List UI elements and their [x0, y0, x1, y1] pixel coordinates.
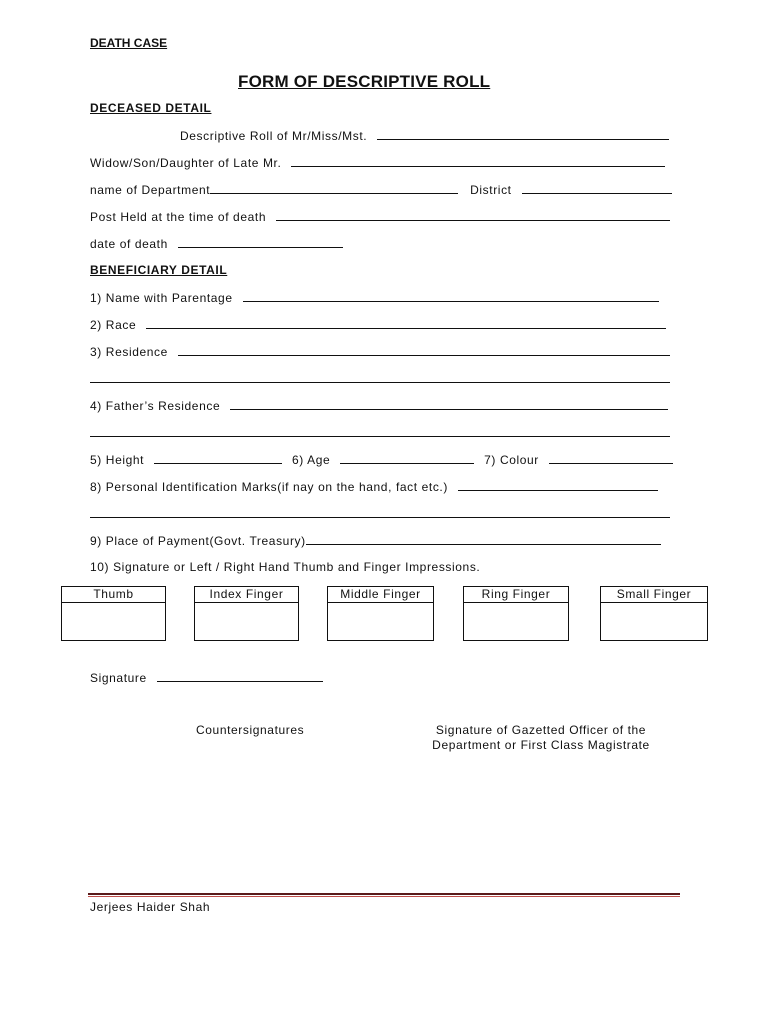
relation-blank[interactable]: [291, 155, 665, 167]
age-label: 6) Age: [291, 453, 331, 467]
form-title: FORM OF DESCRIPTIVE ROLL: [238, 72, 491, 91]
district-label: District: [470, 183, 512, 197]
father-residence-blank[interactable]: [230, 398, 668, 410]
small-finger-impression-box[interactable]: [600, 586, 708, 641]
parentage-label: 1) Name with Parentage: [90, 291, 233, 305]
signature-label: Signature: [90, 671, 147, 685]
post-blank[interactable]: [276, 209, 670, 221]
signature-blank[interactable]: [157, 670, 323, 682]
department-row: [90, 182, 672, 197]
beneficiary-heading: BENEFICIARY DETAIL: [90, 263, 228, 277]
department-label: name of Department: [90, 183, 211, 197]
ring-finger-impression-box[interactable]: [463, 586, 569, 641]
district-blank[interactable]: [522, 182, 672, 194]
officer-line-1: Signature of Gazetted Officer of the: [435, 723, 647, 737]
colour-blank[interactable]: [549, 452, 673, 464]
residence-continuation: [90, 371, 670, 386]
signature-prompt: 10) Signature or Left / Right Hand Thumb and Finger Impressions.: [90, 560, 481, 574]
deceased-heading: DECEASED DETAIL: [90, 101, 212, 115]
colour-label: 7) Colour: [484, 453, 539, 467]
relation-label: Widow/Son/Daughter of Late Mr.: [90, 156, 282, 170]
countersignatures-label: Countersignatures: [196, 723, 305, 737]
death-date-label: date of death: [90, 237, 168, 251]
parentage-row: [90, 290, 659, 305]
death-date-blank[interactable]: [178, 236, 343, 248]
father-residence-row: [90, 398, 668, 413]
marks-label: 8) Personal Identification Marks(if nay on the hand, fact etc.): [90, 480, 448, 494]
race-row: [90, 317, 666, 332]
residence-label: 3) Residence: [90, 345, 168, 359]
parentage-blank[interactable]: [243, 290, 659, 302]
post-row: [90, 209, 670, 224]
signature-row: [90, 670, 323, 685]
father-residence-blank-2[interactable]: [90, 425, 670, 437]
payment-blank[interactable]: [306, 533, 661, 545]
residence-blank[interactable]: [178, 344, 670, 356]
officer-signature-block: [428, 723, 654, 752]
height-label: 5) Height: [90, 453, 145, 467]
race-label: 2) Race: [90, 318, 137, 332]
footer-rule: [88, 893, 680, 895]
middle-finger-impression-box[interactable]: [327, 586, 434, 641]
index-finger-impression-box[interactable]: [194, 586, 299, 641]
footer-rule-accent: [88, 896, 680, 897]
age-blank[interactable]: [340, 452, 474, 464]
marks-continuation: [90, 506, 670, 521]
thumb-impression-box[interactable]: [61, 586, 166, 641]
marks-blank[interactable]: [458, 479, 658, 491]
author-name: Jerjees Haider Shah: [90, 900, 211, 914]
death-date-row: [90, 236, 343, 251]
post-label: Post Held at the time of death: [90, 210, 267, 224]
department-blank[interactable]: [210, 182, 458, 194]
thumb-box-label: Thumb: [62, 587, 165, 603]
physical-row: [90, 452, 673, 467]
roll-row: [180, 128, 669, 143]
father-residence-label: 4) Father’s Residence: [90, 399, 221, 413]
height-blank[interactable]: [154, 452, 282, 464]
index-finger-box-label: Index Finger: [195, 587, 298, 603]
race-blank[interactable]: [146, 317, 666, 329]
residence-blank-2[interactable]: [90, 371, 670, 383]
middle-finger-box-label: Middle Finger: [328, 587, 433, 603]
roll-label: Descriptive Roll of Mr/Miss/Mst.: [180, 129, 368, 143]
roll-name-blank[interactable]: [377, 128, 669, 140]
payment-label: 9) Place of Payment(Govt. Treasury): [90, 534, 306, 548]
father-residence-continuation: [90, 425, 670, 440]
relation-row: [90, 155, 665, 170]
residence-row: [90, 344, 670, 359]
case-label: DEATH CASE: [90, 36, 168, 50]
payment-row: [90, 533, 661, 548]
small-finger-box-label: Small Finger: [601, 587, 707, 603]
ring-finger-box-label: Ring Finger: [464, 587, 568, 603]
marks-row: [90, 479, 658, 494]
marks-blank-2[interactable]: [90, 506, 670, 518]
officer-line-2: Department or First Class Magistrate: [432, 738, 650, 752]
